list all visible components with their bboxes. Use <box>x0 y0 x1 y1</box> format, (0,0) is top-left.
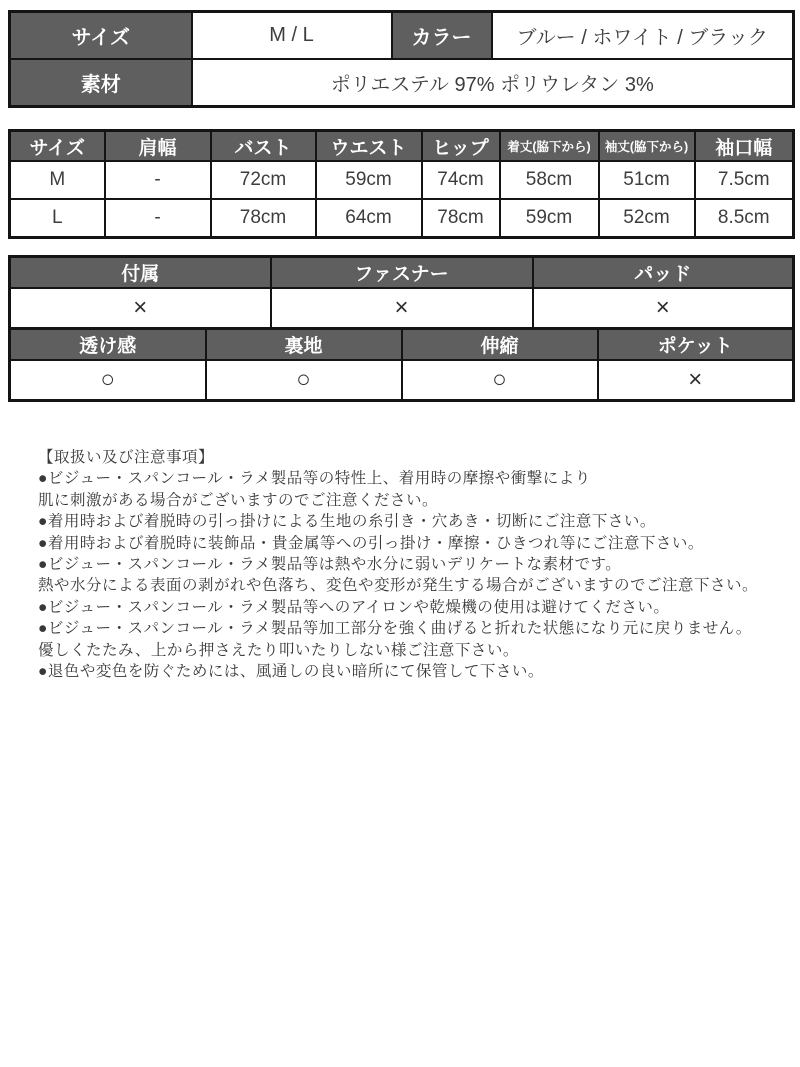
col-header-bust: バスト <box>211 131 316 162</box>
cell-lining: ○ <box>206 360 402 401</box>
notes-title: 【取扱い及び注意事項】 <box>38 449 215 466</box>
cell-sheerness: ○ <box>10 360 206 401</box>
table-row <box>10 59 794 107</box>
col-header-pad: パッド <box>533 257 794 289</box>
col-header-sheerness: 透け感 <box>10 329 206 361</box>
col-header-accessory: 付属 <box>10 257 271 289</box>
cell-sleeve-length: 52cm <box>599 199 695 238</box>
col-header-cuff-width: 袖口幅 <box>695 131 794 162</box>
cell-waist: 64cm <box>316 199 422 238</box>
measurements-row-m <box>10 161 794 199</box>
notes-line: 優しくたたみ、上から押さえたり叩いたりしない様ご注意下さい。 <box>38 641 519 659</box>
col-header-shoulder-width: 肩幅 <box>105 131 211 162</box>
cell-length: 58cm <box>500 161 599 199</box>
features-2-value-row <box>10 360 794 401</box>
notes-line: 肌に刺激がある場合がございますのでご注意ください。 <box>38 491 439 509</box>
col-header-hip: ヒップ <box>422 131 500 162</box>
handling-notes <box>38 447 792 682</box>
size-color-material-table <box>8 10 795 108</box>
cell-cuff-width: 8.5cm <box>695 199 794 238</box>
cell-length: 59cm <box>500 199 599 238</box>
col-header-fastener: ファスナー <box>271 257 533 289</box>
measurements-table <box>8 129 795 239</box>
features-table-2 <box>8 327 795 402</box>
measurements-header-row <box>10 131 794 162</box>
notes-line: ●退色や変色を防ぐためには、風通しの良い暗所にて保管して下さい。 <box>38 663 544 681</box>
notes-line: ●着用時および着脱時の引っ掛けによる生地の糸引き・穴あき・切断にご注意下さい。 <box>38 513 656 531</box>
material-label: 素材 <box>10 59 192 107</box>
notes-line: 熱や水分による表面の剥がれや色落ち、変色や変形が発生する場合がございますのでご注意下さい。 <box>38 577 759 595</box>
color-label: カラー <box>392 12 492 60</box>
cell-fastener: × <box>271 288 533 329</box>
col-header-lining: 裏地 <box>206 329 402 361</box>
size-label: サイズ <box>10 12 192 60</box>
notes-line: ●ビジュー・スパンコール・ラメ製品等は熱や水分に弱いデリケートな素材です。 <box>38 556 622 574</box>
col-header-length: 着丈(脇下から) <box>500 131 599 162</box>
col-header-stretch: 伸縮 <box>402 329 598 361</box>
col-header-waist: ウエスト <box>316 131 422 162</box>
cell-bust: 78cm <box>211 199 316 238</box>
cell-hip: 74cm <box>422 161 500 199</box>
cell-size: L <box>10 199 105 238</box>
cell-sleeve-length: 51cm <box>599 161 695 199</box>
cell-stretch: ○ <box>402 360 598 401</box>
cell-accessory: × <box>10 288 271 329</box>
table-row <box>10 12 794 60</box>
notes-line: ●着用時および着脱時に装飾品・貴金属等への引っ掛け・摩擦・ひきつれ等にご注意下さい。 <box>38 534 704 552</box>
cell-waist: 59cm <box>316 161 422 199</box>
cell-hip: 78cm <box>422 199 500 238</box>
measurements-row-l <box>10 199 794 238</box>
cell-pad: × <box>533 288 794 329</box>
cell-bust: 72cm <box>211 161 316 199</box>
features-1-header-row <box>10 257 794 289</box>
size-value: M / L <box>192 12 392 60</box>
notes-line: ●ビジュー・スパンコール・ラメ製品等へのアイロンや乾燥機の使用は避けてください。 <box>38 598 670 616</box>
features-2-header-row <box>10 329 794 361</box>
notes-line: ●ビジュー・スパンコール・ラメ製品等加工部分を強く曲げると折れた状態になり元に戻りません。 <box>38 620 752 638</box>
features-table-1 <box>8 255 795 330</box>
cell-shoulder-width: - <box>105 199 211 238</box>
cell-cuff-width: 7.5cm <box>695 161 794 199</box>
color-value: ブルー / ホワイト / ブラック <box>492 12 794 60</box>
col-header-sleeve-length: 袖丈(脇下から) <box>599 131 695 162</box>
material-value: ポリエステル 97% ポリウレタン 3% <box>192 59 794 107</box>
cell-shoulder-width: - <box>105 161 211 199</box>
notes-line: ●ビジュー・スパンコール・ラメ製品等の特性上、着用時の摩擦や衝撃により <box>38 470 591 488</box>
features-1-value-row <box>10 288 794 329</box>
col-header-size: サイズ <box>10 131 105 162</box>
col-header-pocket: ポケット <box>598 329 794 361</box>
cell-pocket: × <box>598 360 794 401</box>
cell-size: M <box>10 161 105 199</box>
